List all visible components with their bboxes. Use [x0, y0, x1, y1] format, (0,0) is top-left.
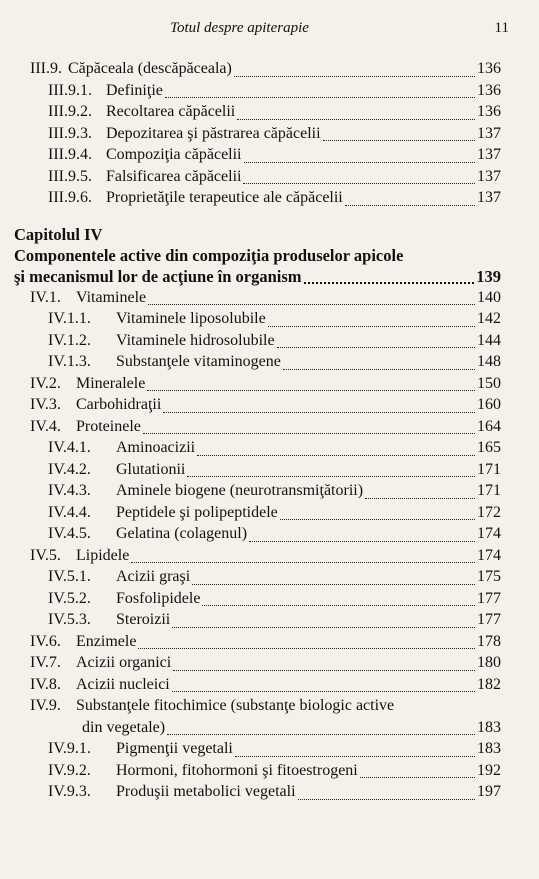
toc-entry [0, 60, 539, 82]
chapter-heading [0, 225, 539, 289]
leader-dots [172, 690, 475, 692]
toc-entry [0, 168, 539, 190]
entry-title: Fosfolipidele [116, 589, 201, 607]
toc-entry [0, 504, 539, 526]
toc-entry [0, 783, 539, 805]
leader-dots [365, 497, 475, 499]
entry-number: IV.1.3. [48, 353, 91, 370]
entry-number: IV.1.2. [48, 331, 91, 349]
entry-number: IV.5.2. [48, 589, 91, 607]
entry-number: IV.2. [30, 374, 61, 392]
entry-page: 182 [477, 675, 501, 693]
leader-dots [131, 561, 475, 563]
entry-page: 142 [477, 310, 501, 327]
leader-dots [138, 647, 475, 649]
entry-page: 136 [477, 103, 501, 120]
chapter-title-line2: şi mecanismul lor de acţiune în organism [14, 266, 302, 286]
entry-title: Substanţele vitaminogene [116, 353, 281, 370]
toc-entry [0, 439, 539, 461]
entry-page: 174 [477, 546, 501, 564]
leader-dots [298, 798, 475, 800]
entry-title: Glutationii [116, 460, 186, 478]
toc-entry [0, 525, 539, 547]
entry-number: IV.5. [30, 546, 61, 564]
entry-number: III.9. [30, 60, 62, 77]
entry-number: IV.5.3. [48, 611, 91, 628]
entry-number: IV.8. [30, 675, 61, 693]
entry-page: 160 [477, 396, 501, 413]
entry-page: 171 [477, 460, 501, 478]
entry-page: 177 [477, 589, 501, 607]
entry-page: 183 [477, 718, 501, 736]
leader-dots [243, 182, 475, 184]
entry-title: Acizii graşi [116, 568, 191, 585]
toc-entry [0, 82, 539, 104]
entry-number: IV.9.3. [48, 783, 91, 800]
entry-title: Proteinele [76, 417, 141, 435]
leader-dots [235, 755, 475, 757]
toc-entry [0, 103, 539, 125]
table-of-contents [0, 60, 539, 805]
entry-page: 178 [477, 632, 501, 650]
leader-dots [277, 346, 475, 348]
entry-title: Căpăceala (descăpăceala) [67, 60, 232, 77]
entry-title: Vitaminele [76, 288, 147, 306]
entry-title: Gelatina (colagenul) [116, 525, 248, 542]
entry-number: III.9.3. [48, 124, 92, 142]
entry-title: Produşii metabolici vegetali [116, 783, 296, 800]
entry-title-line2: din vegetale) [82, 718, 166, 736]
entry-title: Recoltarea căpăcelii [106, 103, 236, 120]
entry-page: 137 [477, 146, 501, 163]
toc-entry [0, 289, 539, 311]
leader-dots [165, 96, 475, 98]
entry-page: 197 [477, 783, 501, 800]
leader-dots [304, 281, 475, 284]
entry-number: IV.4.4. [48, 503, 91, 521]
toc-entry [0, 568, 539, 590]
entry-number: IV.9.1. [48, 740, 91, 757]
entry-page: 150 [477, 374, 501, 392]
entry-title: Pigmenţii vegetali [116, 740, 233, 757]
entry-page: 137 [477, 189, 501, 206]
entry-title: Definiţie [106, 81, 163, 99]
entry-number: IV.6. [30, 632, 61, 650]
entry-page: 136 [477, 81, 501, 99]
leader-dots [283, 368, 475, 370]
leader-dots [173, 669, 475, 671]
leader-dots [202, 604, 475, 606]
toc-entry-iv-9-line1 [0, 697, 539, 719]
entry-number: III.9.4. [48, 146, 92, 163]
chapter-page: 139 [476, 266, 501, 286]
entry-title: Vitaminele hidrosolubile [116, 331, 275, 349]
entry-title: Compoziţia căpăcelii [106, 146, 242, 163]
toc-entry [0, 482, 539, 504]
leader-dots [163, 411, 475, 413]
entry-title: Falsificarea căpăcelii [106, 167, 242, 185]
leader-dots [197, 454, 475, 456]
entry-title: Depozitarea şi păstrarea căpăcelii [106, 124, 321, 142]
toc-entry [0, 375, 539, 397]
chapter-iv-entries [0, 289, 539, 698]
entry-page: 136 [477, 60, 501, 77]
leader-dots [172, 626, 475, 628]
entry-page: 148 [477, 353, 501, 370]
toc-entry [0, 353, 539, 375]
leader-dots [147, 389, 475, 391]
toc-entry [0, 125, 539, 147]
entry-page: 165 [477, 439, 501, 456]
chapter-title-line1: Componentele active din compoziţia produselor apicole [14, 245, 404, 265]
entry-title-line1: Substanţele fitochimice (substanţe biologic active [76, 697, 395, 714]
entry-number: IV.1. [30, 288, 61, 306]
entry-number: III.9.1. [48, 81, 92, 99]
entry-page: 137 [477, 167, 501, 185]
leader-dots [234, 75, 475, 77]
entry-number: IV.1.1. [48, 310, 91, 327]
toc-entry [0, 633, 539, 655]
entry-number: III.9.2. [48, 103, 92, 120]
leader-dots [192, 583, 475, 585]
toc-entry [0, 146, 539, 168]
entry-title: Acizii nucleici [76, 675, 170, 693]
entry-number: IV.9. [30, 697, 61, 714]
entry-number: IV.4.5. [48, 525, 91, 542]
entry-title: Vitaminele liposolubile [116, 310, 266, 327]
toc-entry [0, 461, 539, 483]
chapter-label: Capitolul IV [14, 224, 103, 244]
entry-number: IV.5.1. [48, 568, 91, 585]
entry-number: IV.7. [30, 654, 61, 671]
leader-dots [244, 161, 476, 163]
toc-entry [0, 332, 539, 354]
entry-title: Carbohidraţii [76, 396, 162, 413]
toc-entry-iv-9-line2 [0, 719, 539, 741]
running-title: Totul despre apiterapie [170, 20, 309, 36]
entry-page: 140 [477, 288, 501, 306]
toc-entry-iv-9 [0, 697, 539, 740]
entry-page: 183 [477, 740, 501, 757]
leader-dots [187, 475, 475, 477]
entry-number: IV.4.1. [48, 439, 91, 456]
entry-number: III.9.6. [48, 189, 92, 206]
entry-number: IV.9.2. [48, 761, 91, 779]
toc-entry [0, 547, 539, 569]
leader-dots [167, 733, 475, 735]
toc-entry [0, 189, 539, 211]
page-number: 11 [494, 20, 509, 36]
section-iv-9-list [0, 740, 539, 805]
entry-title: Peptidele şi polipeptidele [116, 503, 278, 521]
leader-dots [268, 325, 475, 327]
leader-dots [249, 540, 475, 542]
leader-dots [360, 776, 475, 778]
entry-title: Enzimele [76, 632, 137, 650]
leader-dots [148, 303, 475, 305]
entry-page: 177 [477, 611, 501, 628]
entry-title: Aminoacizii [116, 439, 196, 456]
section-iii-9-list [0, 60, 539, 211]
entry-title: Mineralele [76, 374, 146, 392]
toc-entry [0, 310, 539, 332]
leader-dots [323, 139, 475, 141]
entry-number: III.9.5. [48, 167, 92, 185]
entry-number: IV.4.2. [48, 460, 91, 478]
entry-title: Aminele biogene (neurotransmiţătorii) [116, 482, 364, 499]
toc-entry [0, 590, 539, 612]
entry-title: Lipidele [76, 546, 130, 564]
entry-number: IV.3. [30, 396, 61, 413]
leader-dots [143, 432, 475, 434]
toc-entry [0, 740, 539, 762]
leader-dots [237, 118, 475, 120]
entry-title: Acizii organici [76, 654, 172, 671]
toc-entry [0, 762, 539, 784]
toc-entry [0, 396, 539, 418]
toc-entry [0, 654, 539, 676]
entry-page: 175 [477, 568, 501, 585]
entry-title: Proprietăţile terapeutice ale căpăcelii [106, 189, 343, 206]
entry-page: 144 [477, 331, 501, 349]
toc-entry [0, 676, 539, 698]
entry-page: 172 [477, 503, 501, 521]
entry-page: 174 [477, 525, 501, 542]
entry-page: 137 [477, 124, 501, 142]
entry-page: 164 [477, 417, 501, 435]
running-head [0, 20, 539, 42]
entry-page: 180 [477, 654, 501, 671]
chapter-title-line2-row [0, 267, 539, 289]
entry-title: Steroizii [116, 611, 171, 628]
leader-dots [345, 204, 475, 206]
entry-number: IV.4. [30, 417, 61, 435]
leader-dots [280, 518, 475, 520]
toc-entry [0, 611, 539, 633]
entry-page: 192 [477, 761, 501, 779]
entry-page: 171 [477, 482, 501, 499]
entry-title: Hormoni, fitohormoni şi fitoestrogeni [116, 761, 358, 779]
toc-entry [0, 418, 539, 440]
entry-number: IV.4.3. [48, 482, 91, 499]
